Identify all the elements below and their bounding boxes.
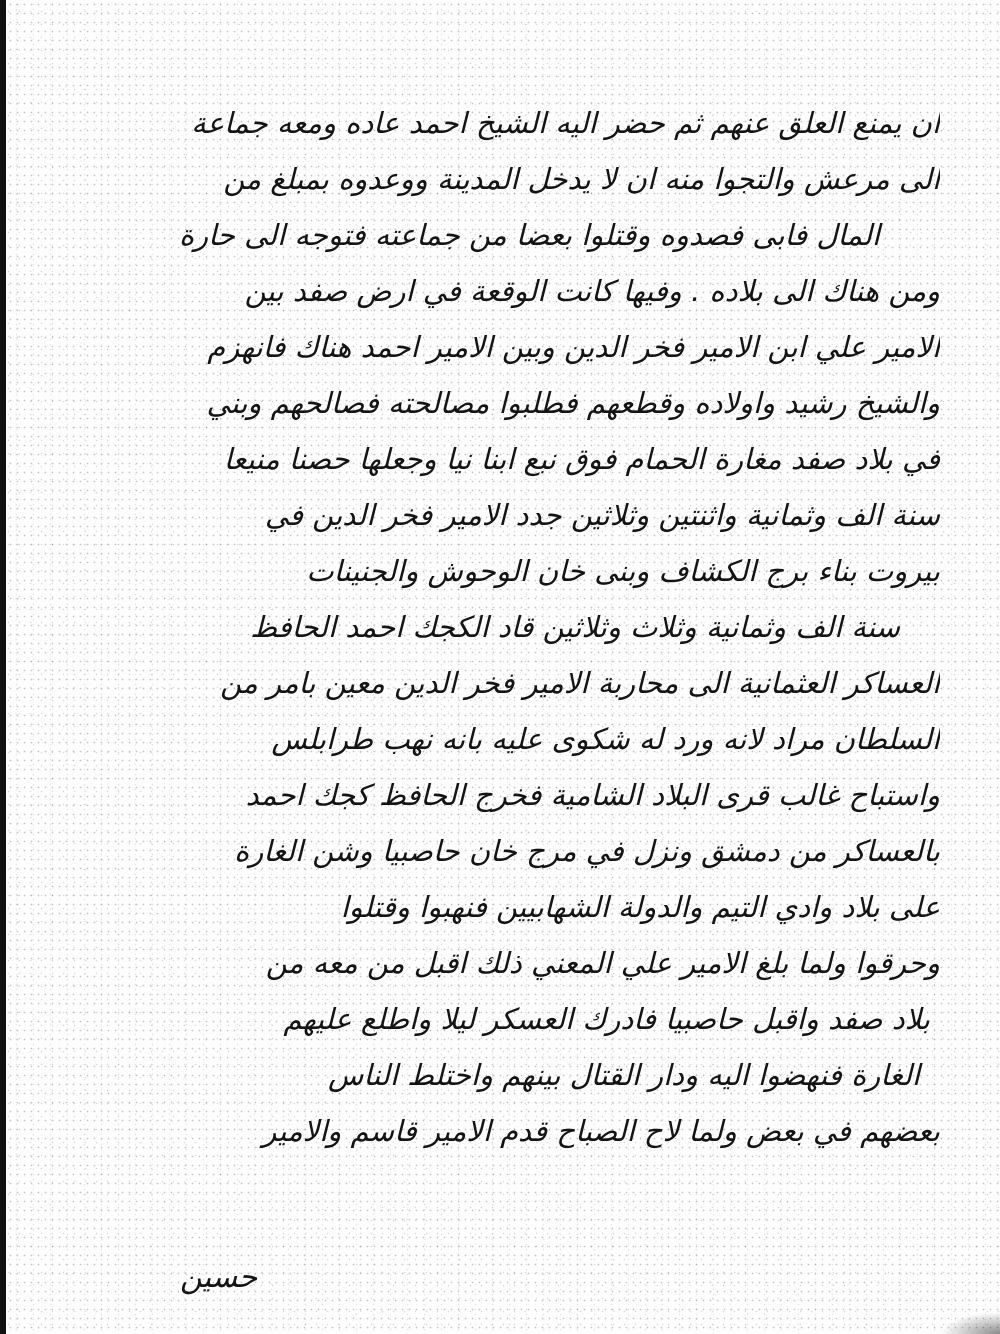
text-line: ان يمنع العلق عنهم ثم حضر اليه الشيخ احمد عاده ومعه جماعة [191, 106, 940, 140]
scan-corner-smudge [940, 1312, 1000, 1334]
text-line: بعضهم في بعض ولما لاح الصباح قدم الامير قاسم والامير [262, 1114, 940, 1148]
text-line: بيروت بناء برج الكشاف وبنى خان الوحوش والجنينات [306, 554, 940, 588]
text-line: واستباح غالب قرى البلاد الشامية فخرج الحافظ كجك احمد [245, 778, 940, 812]
text-line: الى مرعش والتجوا منه ان لا يدخل المدينة ووعدوه بمبلغ من [223, 162, 940, 196]
text-line: السلطان مراد لانه ورد له شكوى عليه بانه نهب طرابلس [271, 722, 940, 756]
text-line: سنة الف وثمانية وثلاث وثلاثين قاد الكجك احمد الحافظ [250, 610, 900, 644]
text-line: في بلاد صفد مغارة الحمام فوق نبع ابنا نيا وجعلها حصنا منيعا [223, 442, 940, 476]
text-line: المال فابى فصدوه وقتلوا بعضا من جماعته فتوجه الى حارة [178, 218, 880, 252]
handwritten-text-block [60, 95, 940, 1159]
signature: حسين [180, 1260, 258, 1295]
text-line: وحرقوا ولما بلغ الامير علي المعني ذلك اقبل من معه من [265, 946, 940, 980]
text-line: الغارة فنهضوا اليه ودار القتال بينهم واختلط الناس [328, 1058, 920, 1092]
text-line: بالعساكر من دمشق ونزل في مرج خان حاصبيا وشن الغارة [234, 834, 940, 868]
scan-edge-shadow [0, 0, 6, 1334]
text-line: على بلاد وادي التيم والدولة الشهابيين فنهبوا وقتلوا [340, 890, 940, 924]
text-line: بلاد صفد واقبل حاصبيا فادرك العسكر ليلا واطلع عليهم [283, 1002, 930, 1036]
text-line: العساكر العثمانية الى محاربة الامير فخر الدين معين بامر من [220, 666, 940, 700]
text-line: سنة الف وثمانية واثنتين وثلاثين جدد الامير فخر الدين في [264, 498, 940, 532]
text-line: الامير علي ابن الامير فخر الدين وبين الامير احمد هناك فانهزم [207, 330, 940, 364]
text-line: والشيخ رشيد واولاده وقطعهم فطلبوا مصالحته فصالحهم وبني [206, 386, 940, 420]
text-line: ومن هناك الى بلاده . وفيها كانت الوقعة في ارض صفد بين [244, 274, 940, 308]
